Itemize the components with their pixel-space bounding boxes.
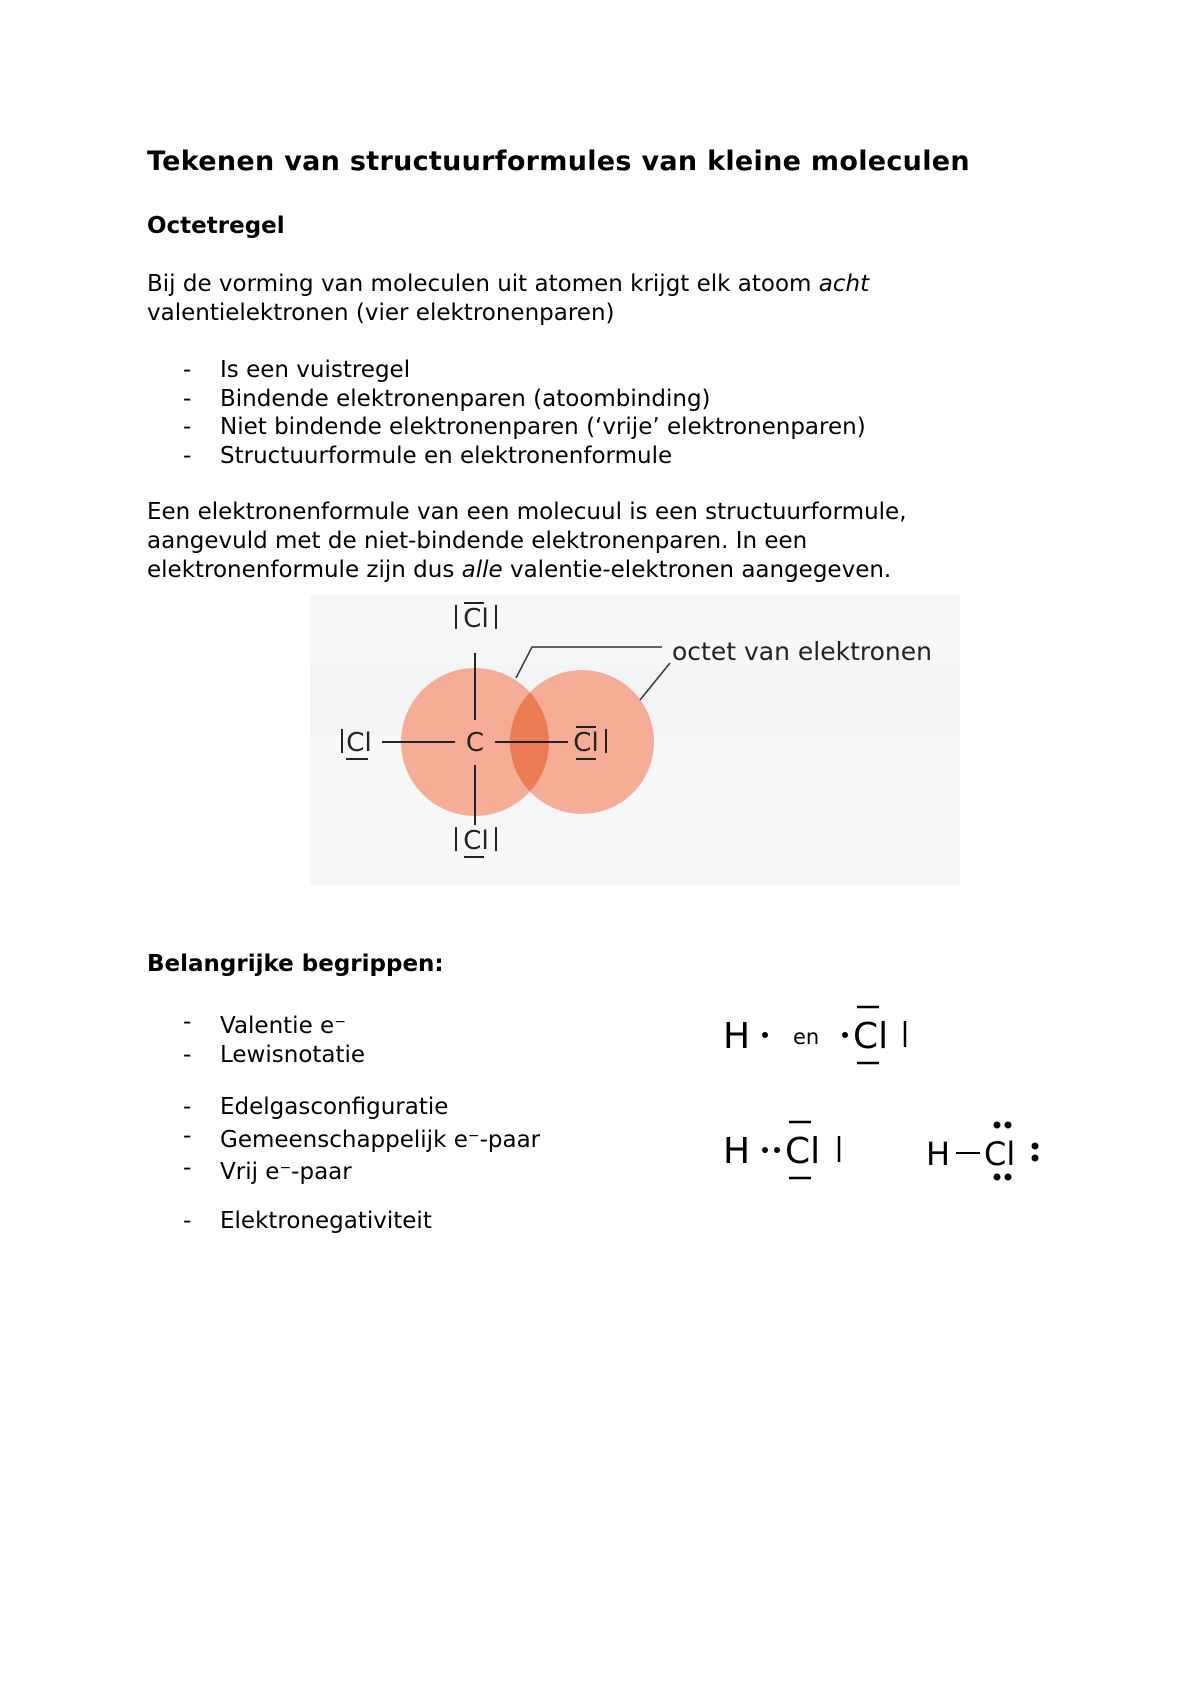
electron-dot xyxy=(762,1032,768,1038)
begrippen-list-1 xyxy=(183,1008,365,1069)
superscript-minus: − xyxy=(334,1014,346,1030)
callout-label: octet van elektronen xyxy=(672,637,932,666)
superscript-minus: − xyxy=(467,1127,480,1144)
intro-emphasis: acht xyxy=(818,271,870,297)
list-item: - Lewisnotatie xyxy=(183,1041,365,1070)
lewis-cl: Cl xyxy=(984,1135,1016,1173)
para2-line3-pre: elektronenformule zijn dus xyxy=(147,557,462,583)
ligand-left xyxy=(342,727,372,759)
lewis-h: H xyxy=(723,1131,751,1172)
electron-dot xyxy=(1032,1143,1039,1150)
begrippen-list-3 xyxy=(183,1207,432,1236)
electron-dot xyxy=(762,1147,768,1153)
intro-line2: valentielektronen (vier elektronenparen) xyxy=(147,300,615,326)
lewis-cl: Cl xyxy=(853,1016,889,1057)
lewis-h: H xyxy=(723,1016,751,1057)
list-item: - Bindende elektronenparen (atoombinding) xyxy=(183,385,866,414)
lewis-cl: Cl xyxy=(785,1131,821,1172)
superscript-minus: − xyxy=(279,1160,292,1176)
electron-dot xyxy=(1005,1174,1012,1181)
heading-begrippen: Belangrijke begrippen: xyxy=(147,951,444,977)
lewis-h-and-cl xyxy=(715,1000,925,1070)
octet-bullet-list xyxy=(183,356,866,470)
heading-octetregel: Octetregel xyxy=(147,213,285,239)
electron-dot xyxy=(1005,1122,1012,1129)
list-item: - Elektronegativiteit xyxy=(183,1207,432,1236)
ligand-label: Cl xyxy=(346,728,372,758)
center-atom-label: C xyxy=(465,728,485,758)
page-title: Tekenen van structuurformules van kleine moleculen xyxy=(147,146,970,177)
lewis-h: H xyxy=(926,1135,951,1173)
para2-emphasis: alle xyxy=(461,557,503,583)
para2-line3-post: valentie-elektronen aangegeven. xyxy=(502,557,892,583)
list-item: - Gemeenschappelijk e−-paar xyxy=(183,1122,540,1155)
lewis-en: en xyxy=(793,1025,820,1049)
list-item: - Valentie e− xyxy=(183,1008,365,1041)
electron-dot xyxy=(842,1032,848,1038)
electron-dot xyxy=(1032,1155,1039,1162)
list-item: - Is een vuistregel xyxy=(183,356,866,385)
intro-line1: Bij de vorming van moleculen uit atomen krijgt elk atoom xyxy=(147,271,819,297)
electron-dot xyxy=(774,1147,780,1153)
begrippen-list-2 xyxy=(183,1093,540,1187)
list-item: - Structuurformule en elektronenformule xyxy=(183,442,866,471)
lewis-hcl-dots xyxy=(715,1115,855,1185)
para2-line1: Een elektronenformule van een molecuul is een structuurformule, xyxy=(147,499,907,525)
para2-line2: aangevuld met de niet-bindende elektronenparen. In een xyxy=(147,528,808,554)
octet-figure xyxy=(310,595,960,885)
lewis-hcl-bond xyxy=(920,1115,1060,1190)
electron-dot xyxy=(994,1174,1001,1181)
electron-formula-paragraph xyxy=(147,498,907,585)
ligand-label: Cl xyxy=(463,826,489,856)
intro-paragraph xyxy=(147,270,869,328)
list-item: - Niet bindende elektronenparen (‘vrije’ elektronenparen) xyxy=(183,413,866,442)
ligand-label: Cl xyxy=(463,604,489,634)
list-item: - Vrij e−-paar xyxy=(183,1154,540,1187)
ligand-label: Cl xyxy=(573,728,599,758)
list-item: - Edelgasconfiguratie xyxy=(183,1093,540,1122)
electron-dot xyxy=(994,1122,1001,1129)
